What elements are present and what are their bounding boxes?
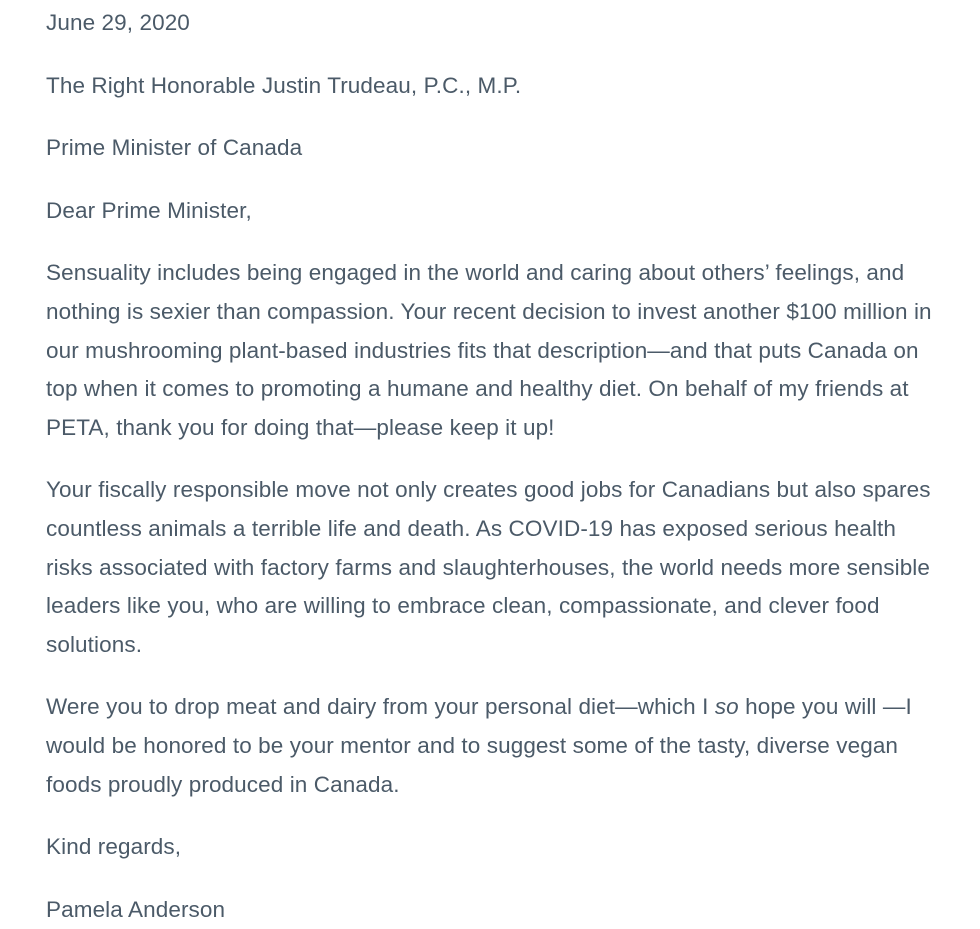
recipient-name: The Right Honorable Justin Trudeau, P.C., M.P. — [46, 72, 522, 98]
body-paragraph — [46, 688, 946, 804]
body-paragraph: Sensuality includes being engaged in the world and caring about others’ feelings, and nothing is sexier than compassion. Your recent decision to invest another $100 million in our mushrooming plant-based industries fits that description—and that puts Canada on top when it comes to promoting a humane and healthy diet. On behalf of my friends at PETA, thank you for doing that—please keep it up! — [46, 260, 932, 440]
salutation: Dear Prime Minister, — [46, 197, 252, 223]
letter-date: June 29, 2020 — [46, 10, 190, 35]
closing: Kind regards, — [46, 834, 182, 860]
paragraph-text: hope you will —I would be honored to be your mentor and to suggest some of the tasty, diverse vegan foods proudly produced in Canada. — [46, 694, 912, 797]
paragraph-text: Were you to drop meat and dairy from your personal diet—which I — [46, 694, 715, 720]
signature: Pamela Anderson — [46, 896, 226, 922]
recipient-title: Prime Minister of Canada — [46, 135, 303, 161]
emphasized-text: so — [714, 694, 739, 720]
body-paragraph: Your fiscally responsible move not only creates good jobs for Canadians but also spares countless animals a terrible life and death. As COVID-19 has exposed serious health risks associated with factory farms and slaughterhouses, the world needs more sensible leaders like you, who are willing to embrace clean, compassionate, and clever food solutions. — [46, 477, 931, 657]
